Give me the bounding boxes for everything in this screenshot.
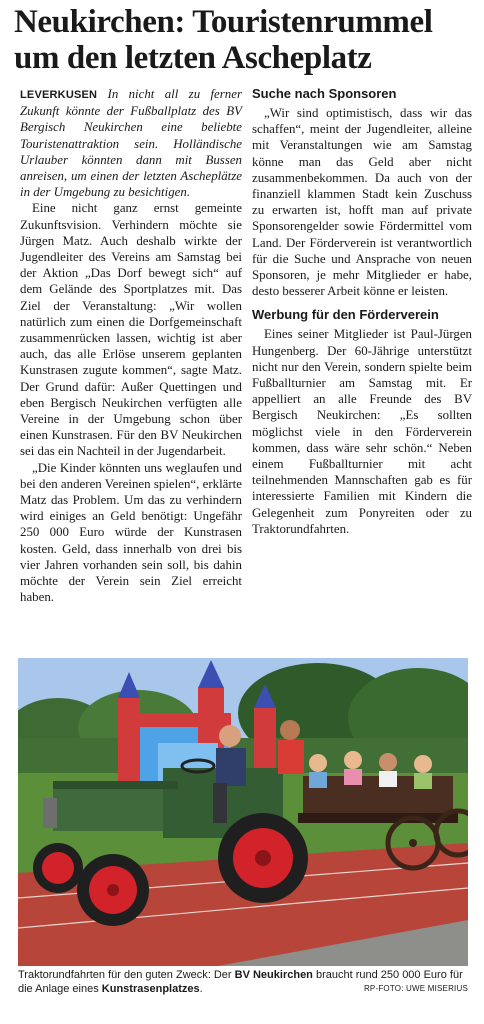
headline-line-2: um den letzten Ascheplatz — [14, 40, 372, 76]
lead-paragraph — [20, 86, 242, 200]
photo-credit: RP-FOTO: UWE MISERIUS — [363, 984, 468, 993]
body-paragraph: „Die Kinder könnten uns weglaufen und bei den anderen Vereinen spielen“, erklärte Matz das Problem. Um das zu verhindern wird einiges an Geld benötigt: Ungefähr 250 000 Euro würde der Kunstrasen kosten. Geld, dass innerhalb von drei bis vier Jahren vorhanden sein soll, bis dahin möchte der Verein sein Ziel erreicht haben. — [20, 460, 242, 605]
caption-bold-pitch: Kunstrasenplatzes — [101, 983, 200, 995]
news-photo — [18, 658, 468, 966]
dateline: LEVERKUSEN — [20, 89, 98, 101]
left-column — [20, 86, 242, 606]
caption-bold-club: BV Neukirchen — [234, 969, 313, 981]
headline-line-1: Neukirchen: Touristenrummel — [14, 4, 433, 40]
right-column — [252, 86, 472, 537]
photo-caption: Traktorundfahrten für den guten Zweck: Der BV Neukirchen braucht rund 250 000 Euro für die Anlage eines Kunstrasenplatzes. — [18, 969, 463, 995]
body-paragraph: Eines seiner Mitglieder ist Paul-Jürgen Hungenberg. Der 60-Jährige unterstützt nicht nur den Verein, sondern spielte beim Fußballturnier am Samstag mit. Er appelliert an alle Freunde des BV Bergisch Neukirchen: „Es sollten möglichst viele in den Förderverein kommen, dass wäre sehr schön.“ Neben einem Fußballturnier mit acht teilnehmenden Mannschaften gab es für interessierte Familien mit Kindern die Gelegenheit zum Ponyreiten oder zu Traktorundfahrten. — [252, 327, 472, 536]
lead-text: In nicht all zu ferner Zukunft könnte der Fußballplatz des BV Bergisch Neukirchen eine beliebte Touristenattraktion sein. Holländische Urlauber könnten dann mit Bussen anreisen, um einen der letzten Ascheplätze in der Umgebung zu besichtigen. — [20, 87, 242, 200]
subhead-foerderverein: Werbung für den Förderverein — [252, 307, 439, 323]
headline — [14, 4, 474, 76]
subhead-sponsors: Suche nach Sponsoren — [252, 86, 397, 101]
body-paragraph: „Wir sind optimistisch, dass wir das schaffen“, meint der Jugendleiter, alleine mit Veranstaltungen wie am Samstag könne man das Geld aber nicht zusammenbekommen. Da auch von der finanziell klammen Stadt kein Zuschuss zu erwarten ist, hofft man auf private Sponsorengelder sowie Fördermittel vom Land. Der Förderverein ist verantwortlich für die Suche und Ansprache von neuen Sponsoren, je mehr Mitglieder er habe, desto besserer Arbeit könne er leisten. — [252, 106, 472, 299]
tractor-photo-illustration — [18, 658, 468, 966]
body-paragraph: Eine nicht ganz ernst gemeinte Zukunftsvision. Verhindern möchte sie Jürgen Matz. Auch deshalb wirkte der Jugendleiter des Vereins am Samstag bei der Aktion „Das Dorf bewegt sich“ auf dem Gelände des Sportplatzes mit. Das Ziel der Veranstaltung: „Wir wollen natürlich zum einen die Dorfgemeinschaft zusammenrücken lassen, wichtig ist aber auch, das alle Erlöse unserem geplanten Kunstrasen zugute kommen“, sagte Matz. Der Grund dafür: Außer Quettingen und eben Bergisch Neukirchen verfügten alle Vereine in der Umgebung schon über einen Kunstrasen. Für den BV Neukirchen sei das ein Nachteil in der Jugendarbeit. — [20, 201, 242, 459]
